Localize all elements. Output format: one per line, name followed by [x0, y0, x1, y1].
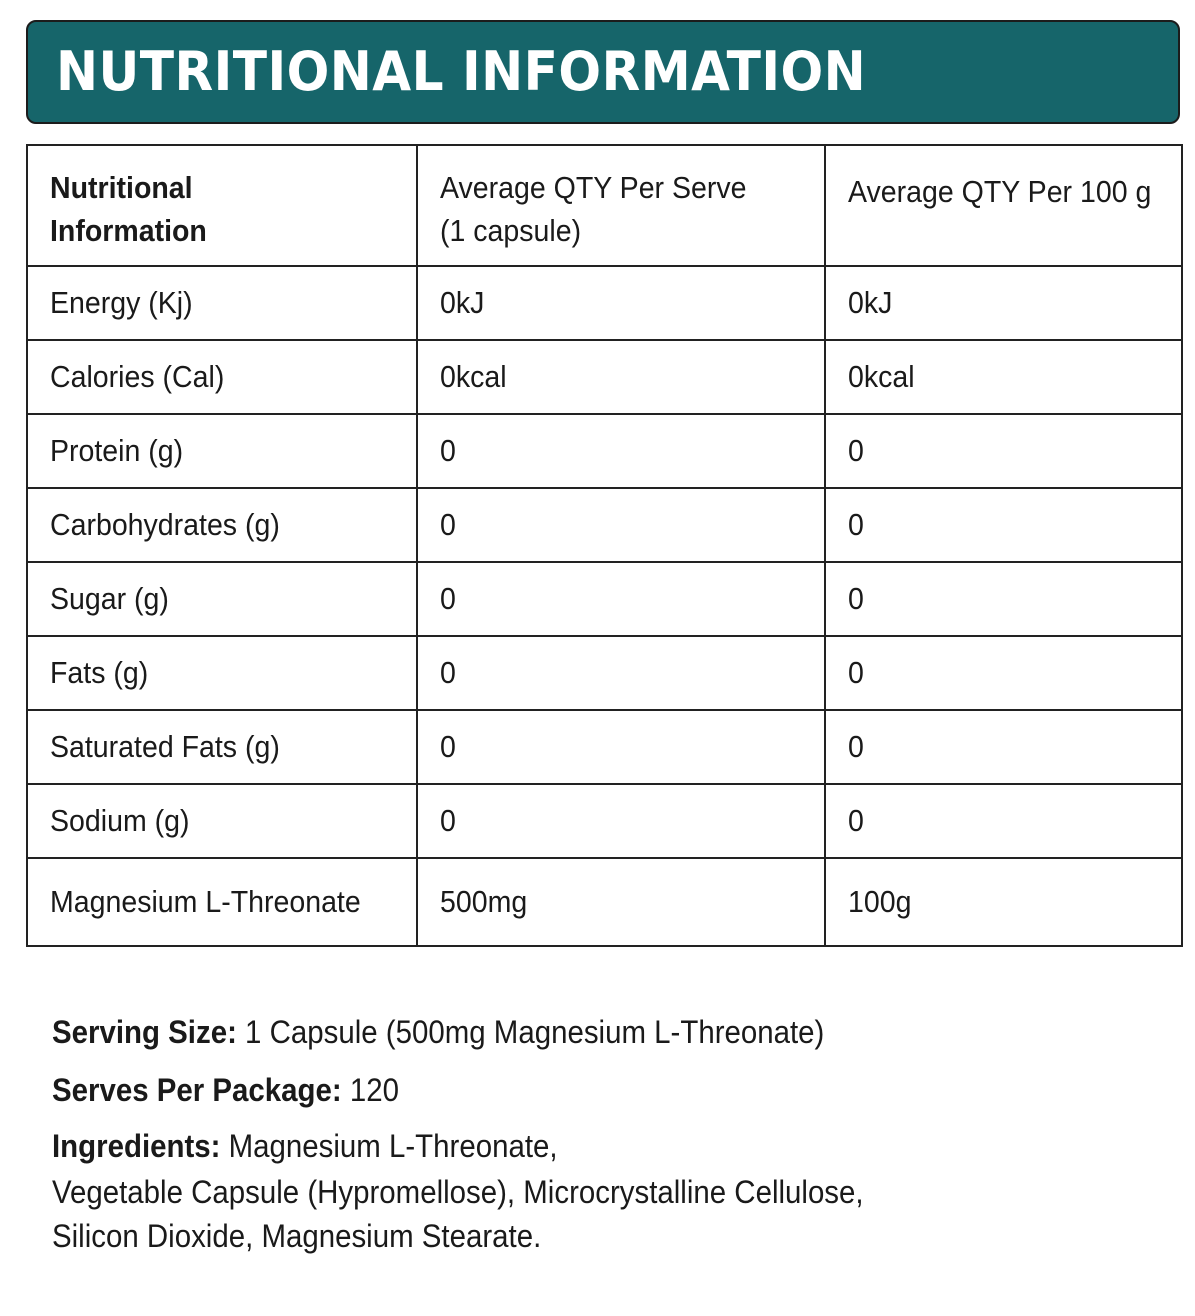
- per-serve-value: 0: [440, 507, 456, 542]
- table-row: [27, 488, 1182, 562]
- ingredients-line: [52, 1128, 558, 1165]
- per-serve-value: 0: [440, 803, 456, 838]
- ingredients-text-1: Magnesium L-Threonate,: [220, 1128, 558, 1164]
- nutrient-name: Magnesium L-Threonate: [50, 884, 361, 919]
- per-serve-value: 0: [440, 581, 456, 616]
- column-header-per-100g-label: Average QTY Per 100 g: [848, 174, 1152, 209]
- nutrient-cell: [27, 636, 417, 710]
- nutrient-name: Sodium (g): [50, 803, 190, 838]
- per-100g-cell: [825, 562, 1182, 636]
- nutrient-cell: [27, 784, 417, 858]
- column-header-per-serve: [417, 145, 825, 266]
- nutrient-name: Saturated Fats (g): [50, 729, 280, 764]
- table-row: [27, 710, 1182, 784]
- nutrient-name: Carbohydrates (g): [50, 507, 280, 542]
- per-serve-cell: [417, 562, 825, 636]
- per-serve-cell: [417, 858, 825, 946]
- table-row: [27, 636, 1182, 710]
- per-100g-cell: [825, 710, 1182, 784]
- nutrition-table: [26, 144, 1183, 947]
- serves-per-package-line: [52, 1072, 399, 1109]
- nutrient-cell: [27, 562, 417, 636]
- per-100g-value: 0kJ: [848, 285, 893, 320]
- per-100g-value: 0kcal: [848, 359, 915, 394]
- table-row: [27, 562, 1182, 636]
- per-100g-cell: [825, 858, 1182, 946]
- nutrient-cell: [27, 340, 417, 414]
- nutrient-cell: [27, 414, 417, 488]
- nutrient-cell: [27, 858, 417, 946]
- table-row: [27, 266, 1182, 340]
- per-100g-cell: [825, 636, 1182, 710]
- per-100g-cell: [825, 266, 1182, 340]
- per-100g-value: 0: [848, 655, 864, 690]
- title-banner: [26, 20, 1180, 124]
- nutrient-name: Sugar (g): [50, 581, 169, 616]
- ingredients-label: Ingredients:: [52, 1128, 221, 1164]
- nutrient-cell: [27, 710, 417, 784]
- per-serve-cell: [417, 488, 825, 562]
- per-100g-cell: [825, 784, 1182, 858]
- table-header-row: [27, 145, 1182, 266]
- column-header-per-100g: [825, 145, 1182, 266]
- serving-size-value: 1 Capsule (500mg Magnesium L-Threonate): [236, 1014, 825, 1050]
- per-100g-cell: [825, 488, 1182, 562]
- table-row: [27, 340, 1182, 414]
- per-serve-cell: [417, 710, 825, 784]
- per-100g-cell: [825, 340, 1182, 414]
- per-100g-cell: [825, 414, 1182, 488]
- nutrient-name: Fats (g): [50, 655, 149, 690]
- per-serve-cell: [417, 266, 825, 340]
- serving-size-label: Serving Size:: [52, 1014, 237, 1050]
- page-title: NUTRITIONAL INFORMATION: [56, 40, 867, 103]
- per-serve-value: 0kcal: [440, 359, 507, 394]
- column-header-nutrient-label: Nutritional Information: [50, 170, 207, 248]
- table-row: [27, 784, 1182, 858]
- column-header-nutrient: [27, 145, 417, 266]
- ingredients-text-3: Silicon Dioxide, Magnesium Stearate.: [52, 1218, 542, 1254]
- nutrient-cell: [27, 266, 417, 340]
- per-100g-value: 100g: [848, 884, 912, 919]
- per-serve-cell: [417, 784, 825, 858]
- per-100g-value: 0: [848, 433, 864, 468]
- per-100g-value: 0: [848, 581, 864, 616]
- ingredients-text-2: Vegetable Capsule (Hypromellose), Microcrystalline Cellulose,: [52, 1174, 864, 1210]
- per-serve-value: 0kJ: [440, 285, 485, 320]
- nutrient-name: Energy (Kj): [50, 285, 193, 320]
- nutrient-name: Calories (Cal): [50, 359, 225, 394]
- per-serve-value: 0: [440, 433, 456, 468]
- serves-per-package-label: Serves Per Package:: [52, 1072, 342, 1108]
- table-row: [27, 858, 1182, 946]
- per-serve-value: 500mg: [440, 884, 528, 919]
- table-row: [27, 414, 1182, 488]
- per-100g-value: 0: [848, 507, 864, 542]
- per-serve-cell: [417, 340, 825, 414]
- serves-per-package-value: 120: [341, 1072, 399, 1108]
- per-100g-value: 0: [848, 729, 864, 764]
- nutrient-cell: [27, 488, 417, 562]
- per-serve-value: 0: [440, 655, 456, 690]
- per-serve-cell: [417, 414, 825, 488]
- per-100g-value: 0: [848, 803, 864, 838]
- per-serve-value: 0: [440, 729, 456, 764]
- column-header-per-serve-label: Average QTY Per Serve (1 capsule): [440, 170, 747, 248]
- serving-size-line: [52, 1014, 824, 1051]
- nutrient-name: Protein (g): [50, 433, 184, 468]
- per-serve-cell: [417, 636, 825, 710]
